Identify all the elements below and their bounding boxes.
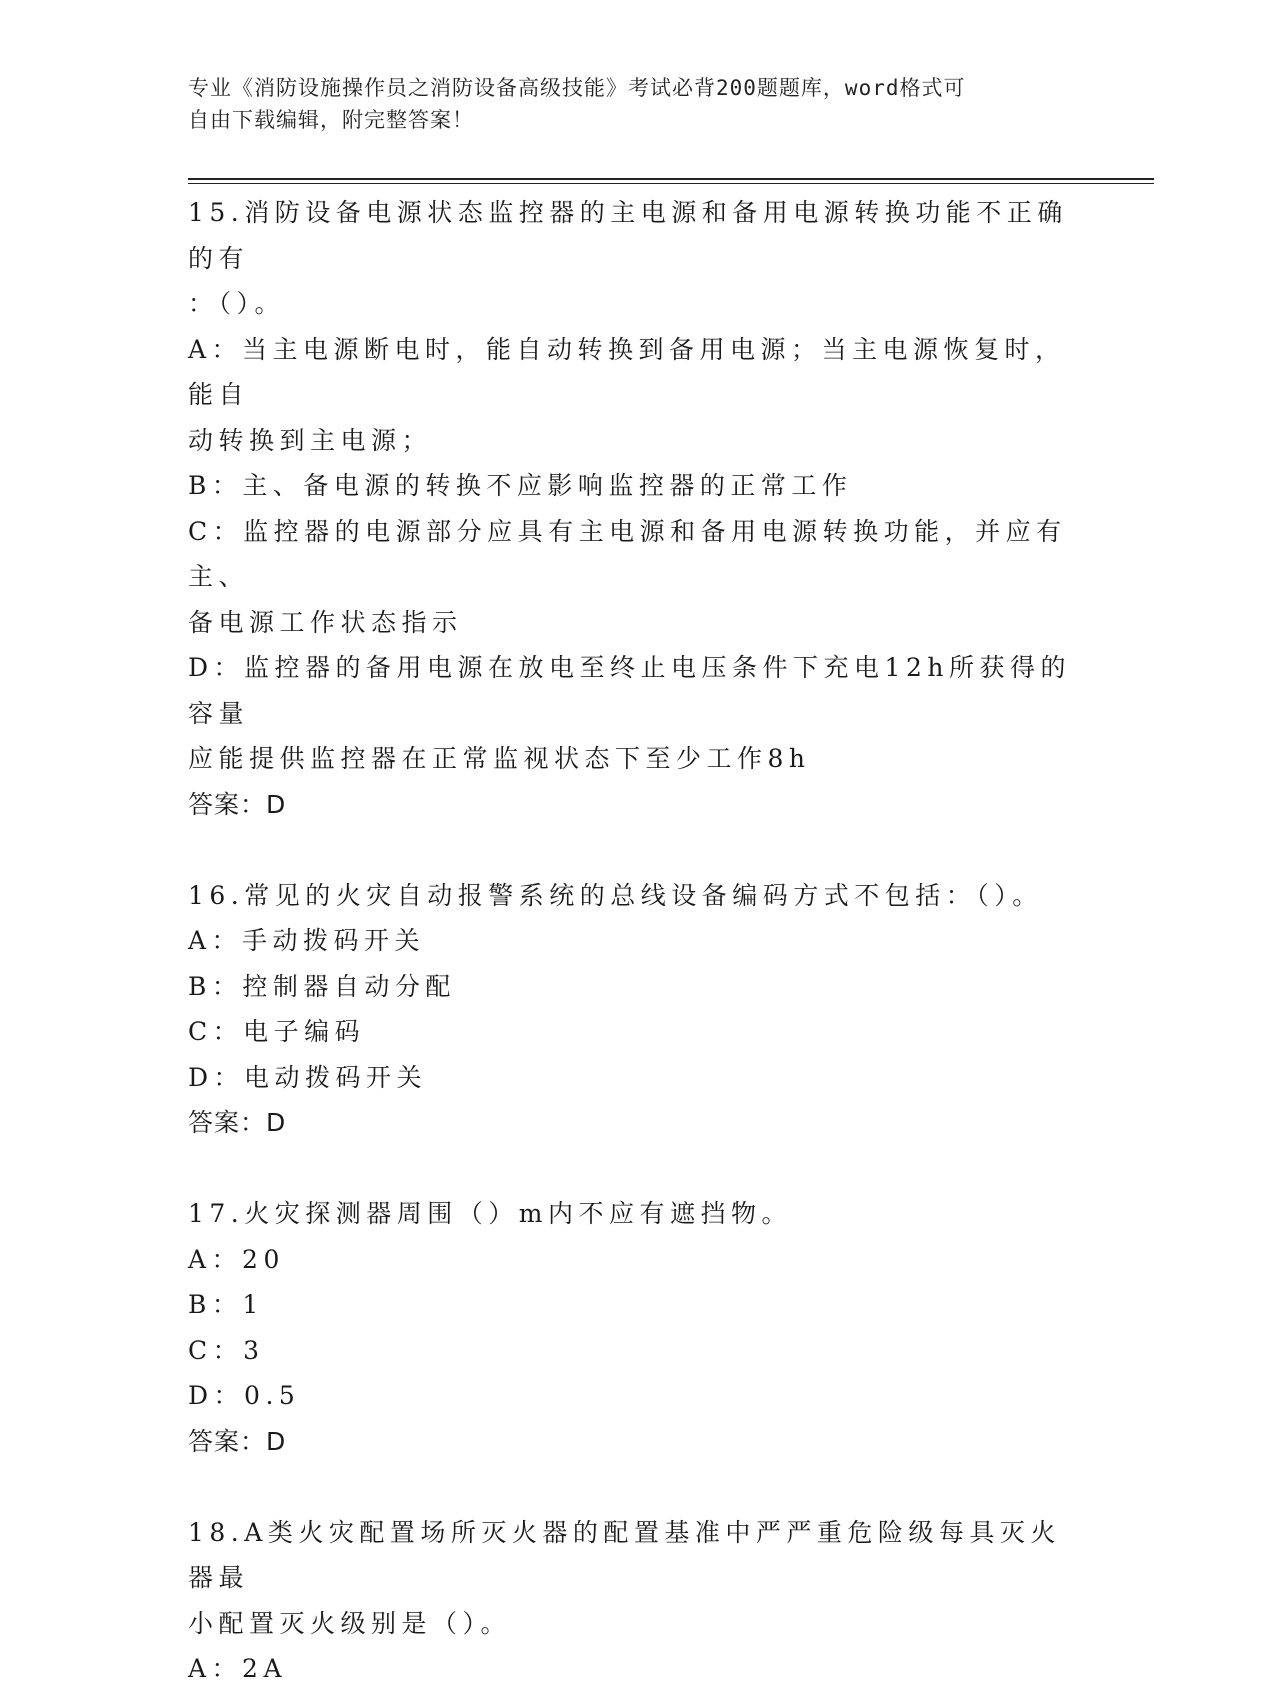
answer-option: A：2A: [188, 1654, 288, 1683]
question-block: [188, 190, 1088, 873]
answer-option: B：1: [188, 1290, 264, 1319]
answer-option: C：监控器的电源部分应具有主电源和备用电源转换功能，并应有主、: [188, 516, 1067, 591]
question-stem: 17.火灾探测器周围（）m内不应有遮挡物。: [188, 1199, 792, 1228]
answer-option: A：当主电源断电时，能自动转换到备用电源；当主电源恢复时，能自: [188, 334, 1066, 409]
question-block: [188, 1191, 1088, 1510]
answer-option: C：电子编码: [188, 1017, 366, 1046]
question-stem: 15.消防设备电源状态监控器的主电源和备用电源转换功能不正确的有: [188, 198, 1068, 273]
answer-option: 应能提供监控器在正常监视状态下至少工作8h: [188, 744, 811, 773]
correct-answer: 答案：D: [188, 789, 287, 819]
header-line-2: 自由下载编辑，附完整答案！: [188, 108, 474, 132]
question-spacer: [188, 827, 1088, 873]
answer-option: B：控制器自动分配: [188, 971, 456, 1001]
question-stem: 16.常见的火灾自动报警系统的总线设备编码方式不包括：（）。: [188, 880, 1043, 910]
answer-option: B：主、备电源的转换不应影响监控器的正常工作: [188, 471, 853, 500]
answer-option: 动转换到主电源；: [188, 425, 433, 455]
correct-answer: 答案：D: [188, 1426, 287, 1456]
question-spacer: [188, 1464, 1088, 1510]
header-divider-thin: [188, 183, 1154, 184]
question-stem: ：（）。: [188, 289, 286, 318]
answer-option: D：电动拨码开关: [188, 1062, 428, 1092]
question-stem: 18.A类火灾配置场所灭火器的配置基准中严严重危险级每具灭火器最: [188, 1517, 1061, 1592]
answer-option: 备电源工作状态指示: [188, 607, 463, 637]
answer-option: D：0.5: [188, 1381, 301, 1410]
question-block: [188, 873, 1088, 1192]
correct-answer: 答案：D: [188, 1108, 287, 1137]
header-line-1: 专业《消防设施操作员之消防设备高级技能》考试必背200题题库，word格式可: [188, 76, 966, 100]
header-divider-thick: [188, 178, 1154, 180]
question-stem: 小配置灭火级别是（）。: [188, 1608, 512, 1638]
question-block: [188, 1510, 1088, 1692]
answer-option: A：20: [188, 1244, 285, 1274]
question-list: [188, 190, 1088, 1692]
document-header: [188, 72, 1088, 136]
answer-option: A：手动拨码开关: [188, 926, 426, 955]
answer-option: C：3: [188, 1335, 265, 1365]
answer-option: D：监控器的备用电源在放电至终止电压条件下充电12h所获得的容量: [188, 653, 1071, 728]
question-spacer: [188, 1146, 1088, 1192]
